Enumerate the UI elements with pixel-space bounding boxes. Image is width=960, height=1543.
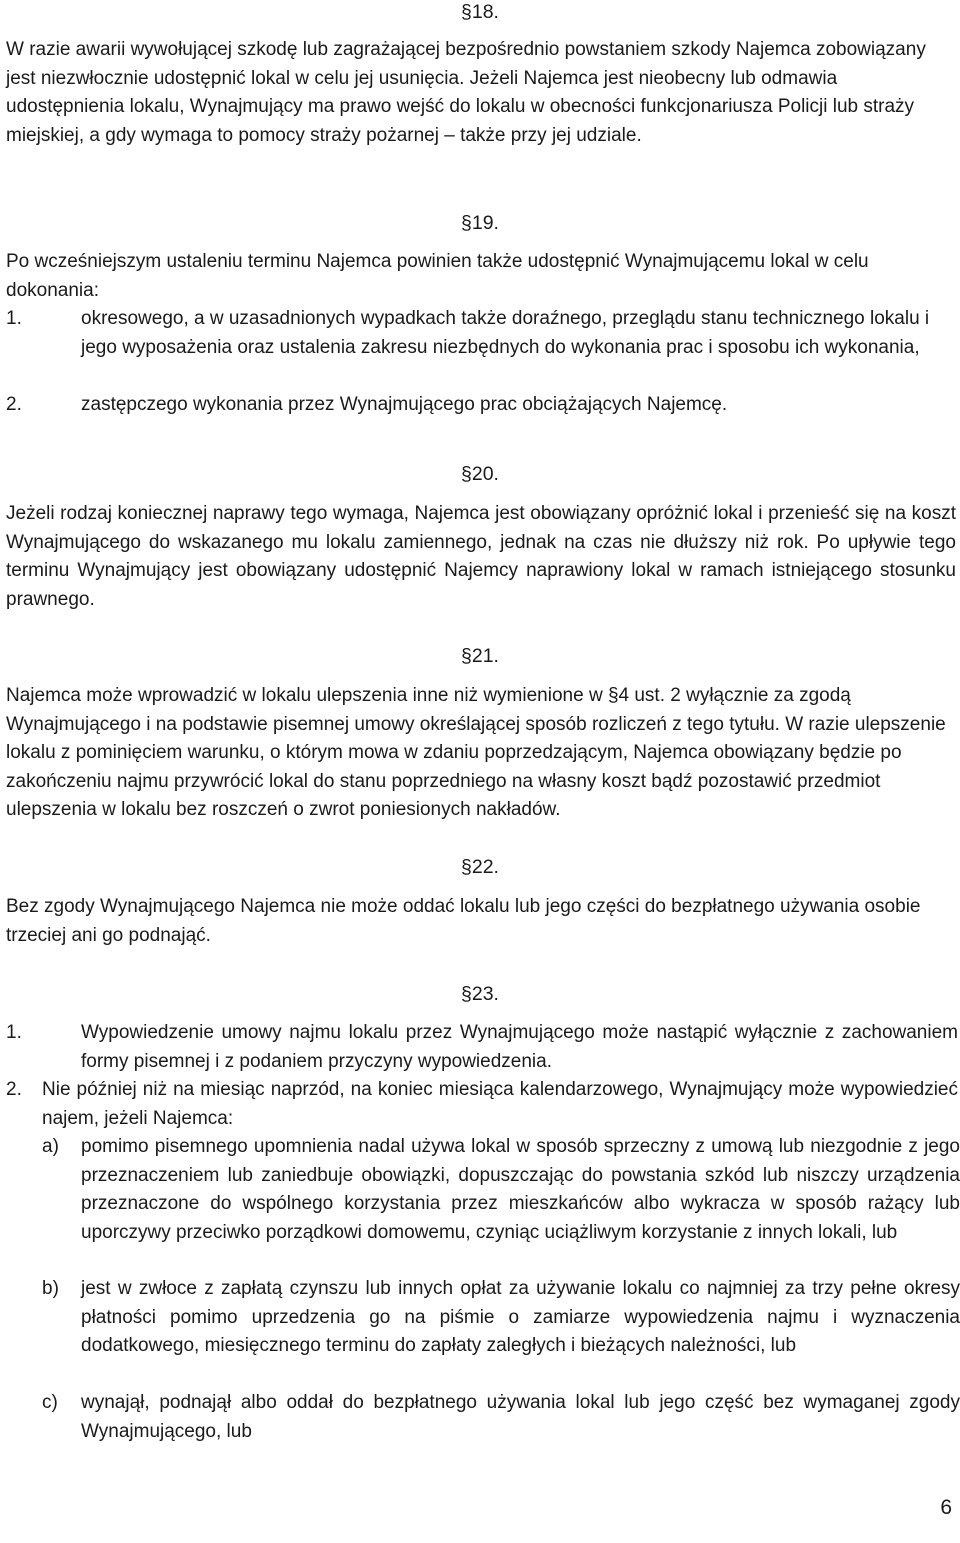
section-21-heading: §21.	[461, 645, 499, 667]
section-22-heading: §22.	[461, 856, 499, 878]
subitem-text: wynajął, podnajął albo oddał do bezpłatnego używania lokal lub jego część bez wymaganej zgody Wynajmującego, lub	[81, 1392, 960, 1442]
section-18-text: W razie awarii wywołującej szkodę lub zagrażającej bezpośrednio powstaniem szkody Najemca zobowiązany jest niezwłocznie udostępnić lokal w celu jej usunięcia. Jeżeli Najemca jest nieobecny lub odmawia udostępnienia lokalu, Wynajmujący ma prawo wejść do lokalu w obecności funkcjonariusza Policji lub straży miejskiej, a gdy wymaga to pomocy straży pożarnej – także przy jej udziale.	[6, 39, 926, 146]
section-20-heading: §20.	[461, 463, 499, 485]
subitem-text: pomimo pisemnego upomnienia nadal używa lokal w sposób sprzeczny z umową lub niezgodnie z jego przeznaczeniem lub zaniedbuje obowiązki, dopuszczając do powstania szkód lub niszczy urządzenia przeznaczone do wspólnego korzystania przez mieszkańców albo wykracza w sposób rażący lub uporczywy przeciwko porządkowi domowemu, czyniąc uciążliwym korzystanie z innych lokali, lub	[81, 1136, 960, 1243]
item-number: 2.	[6, 394, 22, 415]
item-number: 1.	[6, 308, 22, 329]
item-text: okresowego, a w uzasadnionych wypadkach także doraźnego, przeglądu stanu technicznego lokalu i jego wyposażenia oraz ustalenia zakresu niezbędnych do wykonania prac i sposobu ich wykonania,	[81, 308, 930, 358]
section-19-intro: Po wcześniejszym ustaleniu terminu Najemca powinien także udostępnić Wynajmującemu lokal w celu dokonania:	[6, 251, 869, 301]
page-number: 6	[940, 1496, 952, 1519]
section-22-text: Bez zgody Wynajmującego Najemca nie może oddać lokalu lub jego części do bezpłatnego używania osobie trzeciej ani go podnająć.	[6, 896, 921, 946]
section-18-heading: §18.	[461, 1, 499, 23]
item-text: zastępczego wykonania przez Wynajmującego prac obciążających Najemcę.	[81, 394, 728, 415]
section-19-heading: §19.	[461, 212, 499, 234]
subitem-text: jest w zwłoce z zapłatą czynszu lub innych opłat za używanie lokalu co najmniej za trzy pełne okresy płatności pomimo uprzedzenia go na piśmie o zamiarze wypowiedzenia najmu i wyznaczenia dodatkowego, miesięcznego terminu do zapłaty zaległych i bieżących należności, lub	[81, 1278, 960, 1356]
item-text: Wypowiedzenie umowy najmu lokalu przez Wynajmującego może nastąpić wyłącznie z zachowaniem formy pisemnej i z podaniem przyczyny wypowiedzenia.	[81, 1022, 958, 1072]
item-number: 2.	[6, 1079, 22, 1100]
section-20-text: Jeżeli rodzaj koniecznej naprawy tego wymaga, Najemca jest obowiązany opróżnić lokal i przenieść się na koszt Wynajmującego do wskazanego mu lokalu zamiennego, jednak na czas nie dłuższy niż rok. Po upływie tego terminu Wynajmujący jest obowiązany udostępnić Najemcy naprawiony lokal w ramach istniejącego stosunku prawnego.	[6, 503, 956, 610]
item-text: Nie później niż na miesiąc naprzód, na koniec miesiąca kalendarzowego, Wynajmujący może wypowiedzieć najem, jeżeli Najemca:	[42, 1079, 958, 1129]
section-23-heading: §23.	[461, 983, 499, 1005]
item-number: 1.	[6, 1022, 22, 1043]
section-21-text: Najemca może wprowadzić w lokalu ulepszenia inne niż wymienione w §4 ust. 2 wyłącznie za zgodą Wynajmującego i na podstawie pisemnej umowy określającej sposób rozliczeń z tego tytułu. W razie ulepszenie lokalu z pominięciem warunku, o którym mowa w zdaniu poprzedzającym, Najemca obowiązany będzie po zakończeniu najmu przywrócić lokal do stanu poprzedniego na własny koszt bądź pozostawić przedmiot ulepszenia w lokalu bez roszczeń o zwrot poniesionych nakładów.	[6, 685, 946, 820]
subitem-letter: b)	[42, 1278, 59, 1299]
subitem-letter: c)	[42, 1392, 58, 1413]
subitem-letter: a)	[42, 1136, 59, 1157]
